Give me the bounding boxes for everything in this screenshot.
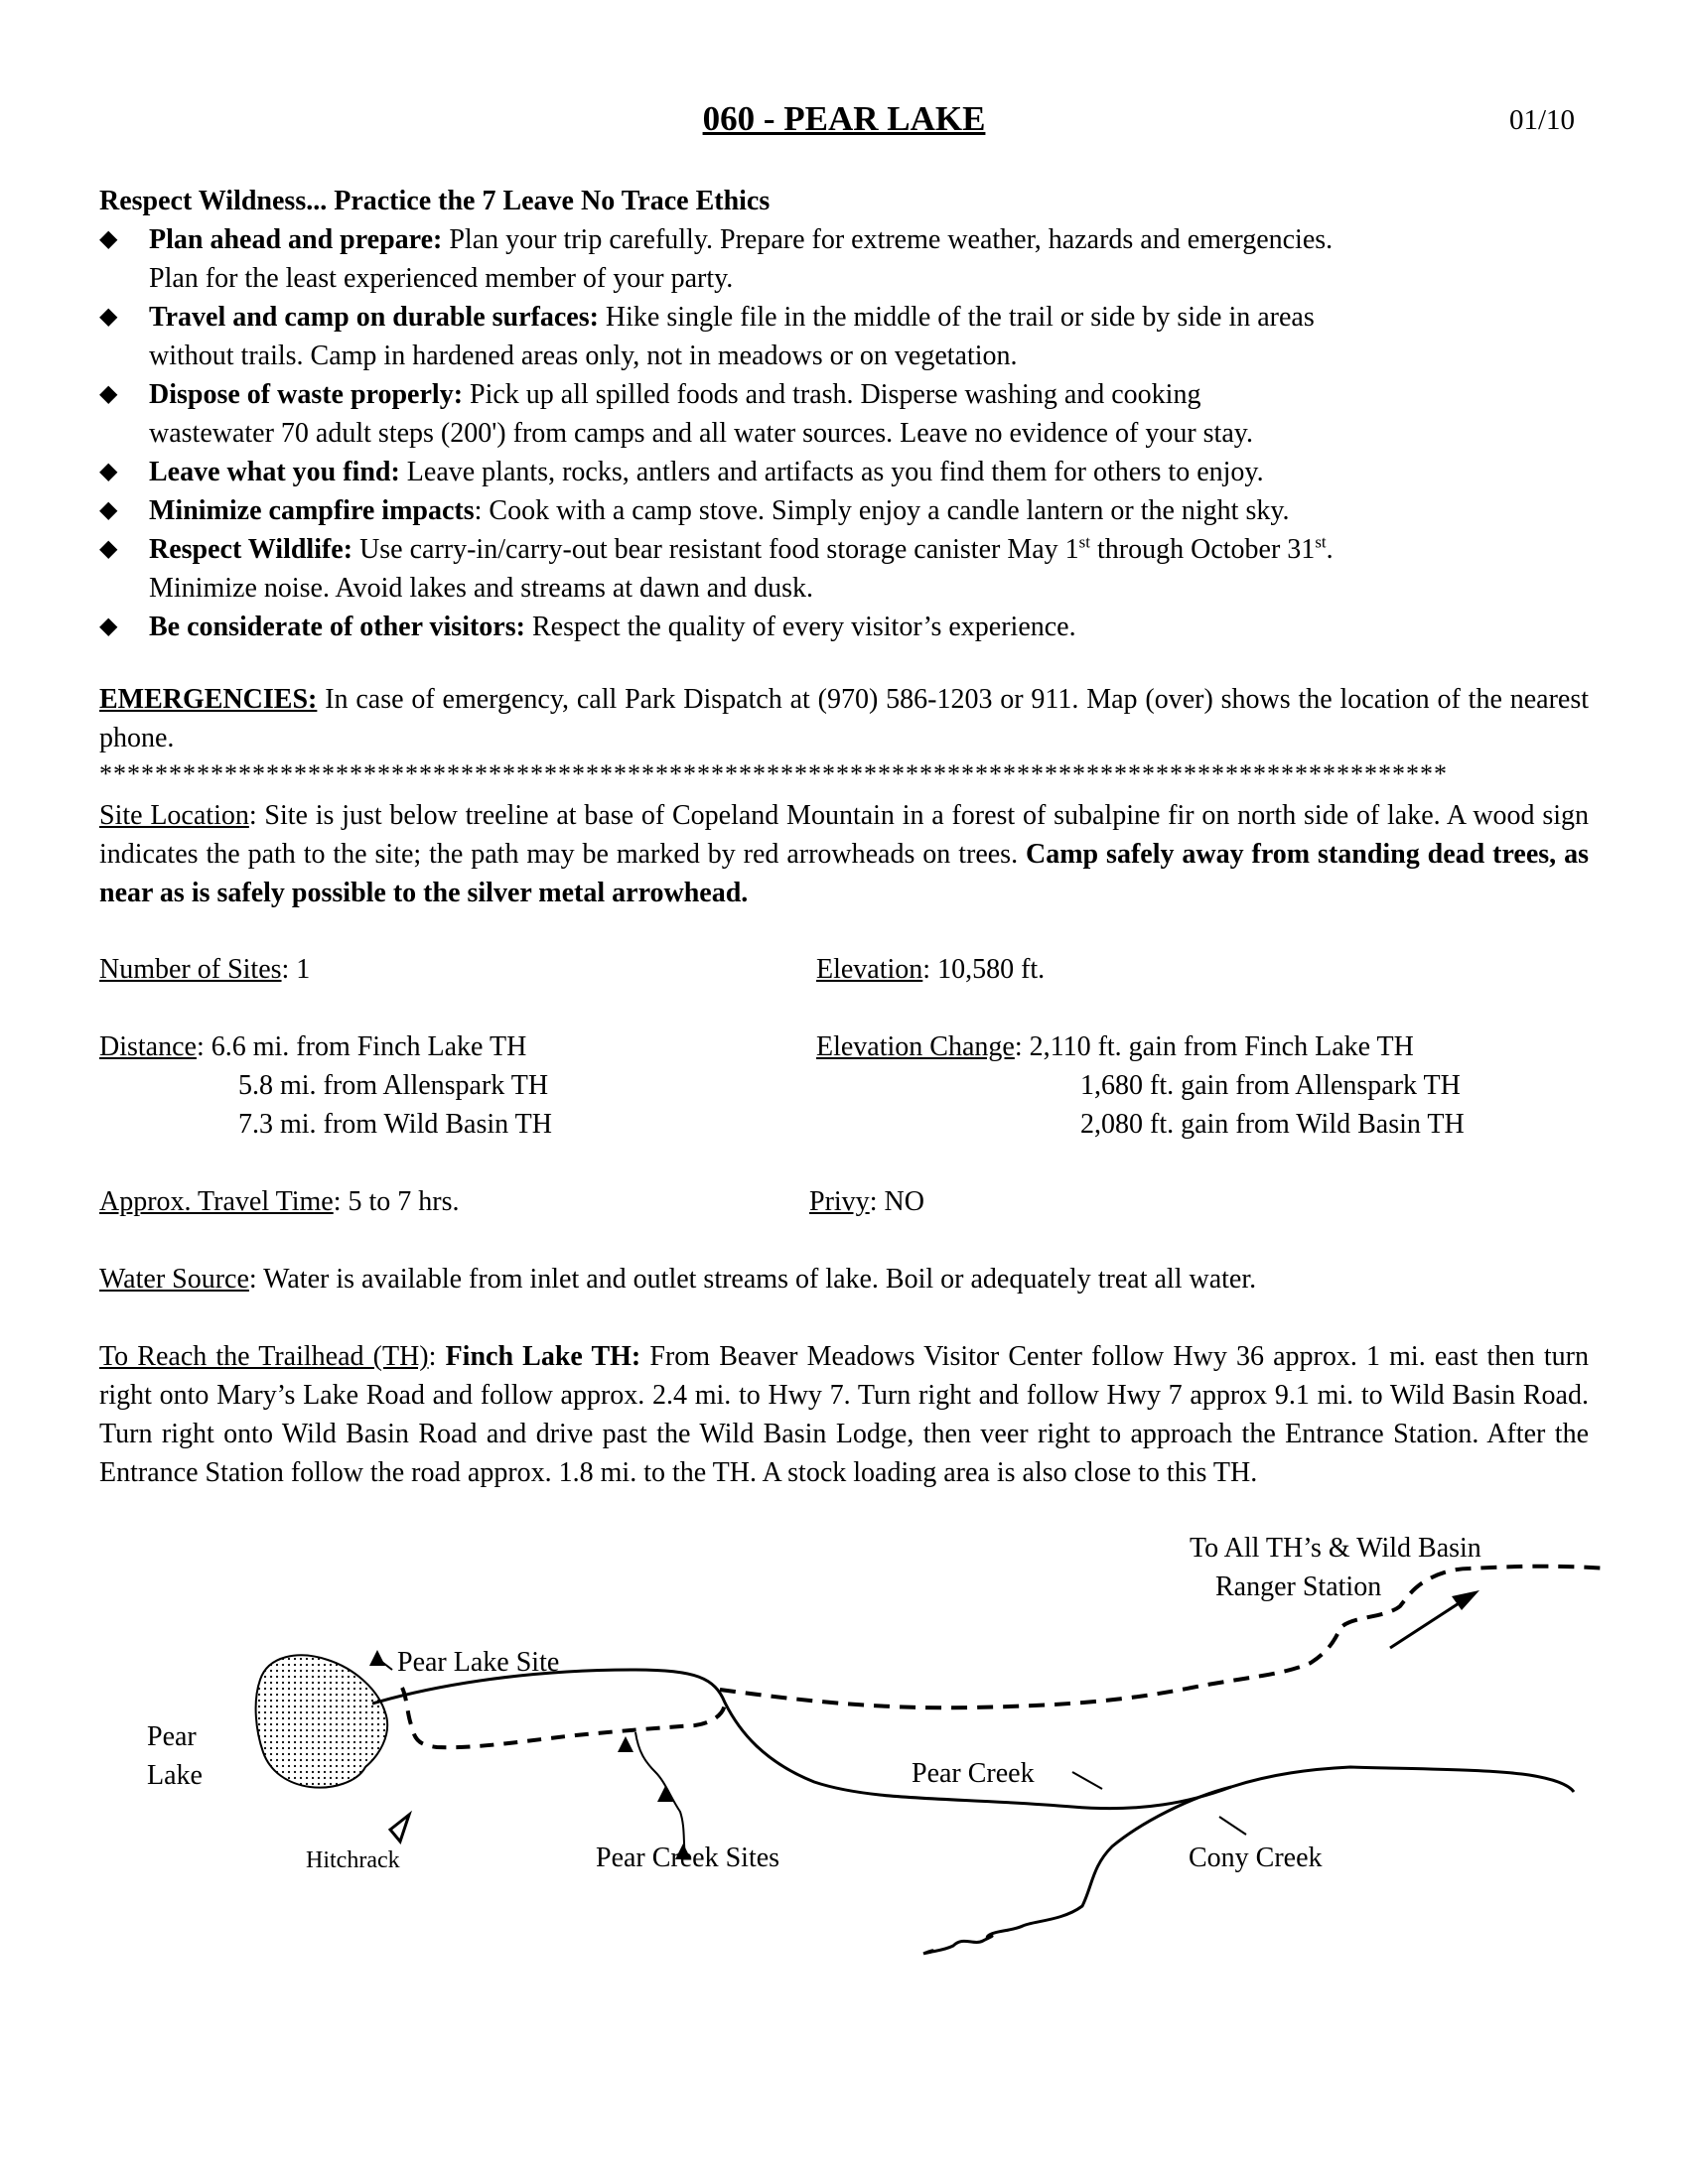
diamond-bullet-icon: ◆	[99, 459, 118, 484]
elevation-change	[816, 1027, 1414, 1066]
travel-time-label: Approx. Travel Time	[99, 1186, 334, 1217]
main-trail-dashed	[720, 1567, 1609, 1708]
ethics-item-text: Hike single file in the middle of the trail or side by side in areas	[598, 302, 1315, 333]
map-label-ranger-station: Ranger Station	[1215, 1571, 1382, 1602]
ethics-item-title: Travel and camp on durable surfaces:	[149, 302, 599, 333]
ethics-item-text-cont: Minimize noise. Avoid lakes and streams at dawn and dusk.	[149, 573, 814, 604]
ethics-item-title: Dispose of waste properly:	[149, 379, 464, 410]
map-label-to-all-ths: To All TH’s & Wild Basin	[1190, 1533, 1481, 1564]
water-source	[99, 1260, 1256, 1298]
sites-label: Number of Sites	[99, 954, 282, 985]
site-location-text: : Site is just below treeline at base of Copeland Mountain in a forest of subalpine fir on north side of lake. A wood sign indicates the path to the site; the path may be marked by red arrowheads on trees.	[99, 800, 1589, 870]
pear-lake-shape	[256, 1655, 388, 1787]
ethics-item-text-cont: Plan for the least experienced member of your party.	[149, 263, 734, 294]
diamond-bullet-icon: ◆	[99, 381, 118, 407]
document-number: 01/10	[1509, 104, 1576, 136]
map-label-pear-lake-site: Pear Lake Site	[397, 1647, 560, 1678]
cony-creek-leader	[1219, 1817, 1246, 1835]
ethics-heading: Respect Wildness... Practice the 7 Leave No Trace Ethics	[99, 186, 771, 216]
diamond-bullet-icon: ◆	[99, 497, 118, 523]
emergencies-text: In case of emergency, call Park Dispatch at (970) 586-1203 or 911. Map (over) shows the location of the nearest phone.	[99, 684, 1589, 753]
ethics-item-text: : Cook with a camp stove. Simply enjoy a candle lantern or the night sky.	[474, 495, 1290, 526]
lower-trail-dashed	[402, 1688, 725, 1747]
distance-value: : 6.6 mi. from Finch Lake TH	[196, 1031, 527, 1062]
map-label-pear: Pear	[147, 1721, 197, 1752]
diamond-bullet-icon: ◆	[99, 226, 118, 252]
elevation-change-value: : 2,110 ft. gain from Finch Lake TH	[1014, 1031, 1414, 1062]
water-source-label: Water Source	[99, 1264, 249, 1295]
site-location-label: Site Location	[99, 800, 249, 831]
ethics-item-title: Plan ahead and prepare:	[149, 224, 443, 255]
trailhead-paragraph	[99, 1337, 1589, 1492]
ethics-item	[99, 491, 1589, 530]
campsite-icon	[618, 1736, 633, 1752]
trailhead-label: To Reach the Trailhead (TH)	[99, 1341, 429, 1372]
map-label-cony-creek: Cony Creek	[1189, 1843, 1323, 1873]
elevation	[816, 950, 1045, 989]
privy	[809, 1182, 924, 1221]
separator-line: *************************************************************************************************	[99, 759, 1448, 788]
sites-value: : 1	[281, 954, 311, 985]
distance	[99, 1027, 526, 1066]
map-label-pear-creek-sites: Pear Creek Sites	[596, 1843, 780, 1873]
site-location-paragraph	[99, 796, 1589, 912]
emergencies-label: EMERGENCIES:	[99, 684, 318, 715]
diamond-bullet-icon: ◆	[99, 304, 118, 330]
ethics-item-title: Minimize campfire impacts	[149, 495, 475, 526]
number-of-sites	[99, 950, 310, 989]
ethics-item	[99, 453, 1589, 491]
ethics-item	[99, 375, 1589, 453]
hitchrack-icon	[390, 1815, 409, 1842]
water-source-text: : Water is available from inlet and outlet streams of lake. Boil or adequately treat all water.	[248, 1264, 1257, 1295]
trailhead-name: Finch Lake TH:	[445, 1341, 641, 1372]
distance-label: Distance	[99, 1031, 197, 1062]
ethics-item	[99, 530, 1589, 608]
ethics-item-text: .	[1326, 534, 1334, 565]
ethics-item-text-cont: without trails. Camp in hardened areas only, not in meadows or on vegetation.	[149, 341, 1018, 371]
ethics-item-title: Respect Wildlife:	[149, 534, 353, 565]
map-label-pear-creek: Pear Creek	[912, 1758, 1035, 1789]
elevation-change-value: 1,680 ft. gain from Allenspark TH	[1080, 1070, 1461, 1101]
distance-value: 5.8 mi. from Allenspark TH	[238, 1070, 549, 1101]
elevation-value: : 10,580 ft.	[922, 954, 1046, 985]
superscript: st	[1315, 532, 1327, 552]
page-title: 060 - PEAR LAKE	[702, 99, 986, 138]
ethics-item	[99, 298, 1589, 375]
diamond-bullet-icon: ◆	[99, 536, 118, 562]
arrow-icon	[1390, 1590, 1479, 1648]
ethics-item-text-cont: wastewater 70 adult steps (200') from camps and all water sources. Leave no evidence of your stay.	[149, 418, 1253, 449]
map-label-hitchrack: Hitchrack	[306, 1847, 400, 1873]
ethics-item-title: Leave what you find:	[149, 457, 400, 487]
emergencies-paragraph	[99, 680, 1589, 757]
site-location-warning: Camp safely away from standing dead trees, as near as is safely possible to the silver metal arrowhead.	[99, 839, 1589, 908]
ethics-item-text: Respect the quality of every visitor’s experience.	[524, 612, 1076, 642]
pear-creek-leader	[1072, 1772, 1102, 1789]
privy-value: : NO	[869, 1186, 924, 1217]
ethics-item	[99, 220, 1589, 298]
ethics-item	[99, 608, 1589, 646]
ethics-item-text: Leave plants, rocks, antlers and artifacts as you find them for others to enjoy.	[399, 457, 1264, 487]
trail-map	[0, 1529, 1688, 1966]
trailhead-colon: :	[428, 1341, 446, 1372]
ethics-item-text: Pick up all spilled foods and trash. Disperse washing and cooking	[463, 379, 1201, 410]
elevation-change-value: 2,080 ft. gain from Wild Basin TH	[1080, 1109, 1465, 1140]
distance-value: 7.3 mi. from Wild Basin TH	[238, 1109, 552, 1140]
elevation-label: Elevation	[816, 954, 923, 985]
travel-time	[99, 1182, 460, 1221]
elevation-change-label: Elevation Change	[816, 1031, 1015, 1062]
ethics-item-title: Be considerate of other visitors:	[149, 612, 525, 642]
map-label-lake: Lake	[147, 1760, 203, 1791]
ethics-item-text: Plan your trip carefully. Prepare for extreme weather, hazards and emergencies.	[442, 224, 1334, 255]
ethics-item-text: Use carry-in/carry-out bear resistant food storage canister May 1	[352, 534, 1079, 565]
diamond-bullet-icon: ◆	[99, 614, 118, 639]
superscript: st	[1078, 532, 1091, 552]
cony-creek-line	[923, 1787, 1231, 1954]
ethics-list	[99, 220, 1589, 646]
trailhead-text: From Beaver Meadows Visitor Center follow Hwy 36 approx. 1 mi. east then turn right onto Mary’s Lake Road and follow approx. 2.4 mi. to Hwy 7. Turn right and follow Hwy 7 approx 9.1 mi. to Wild Basin Road. Turn right onto Wild Basin Road and drive past the Wild Basin Lodge, then veer right to approach the Entrance Station. After the Entrance Station follow the road approx. 1.8 mi. to the TH. A stock loading area is also close to this TH.	[99, 1341, 1589, 1488]
privy-label: Privy	[809, 1186, 870, 1217]
ethics-item-text: through October 31	[1090, 534, 1316, 565]
travel-time-value: : 5 to 7 hrs.	[333, 1186, 460, 1217]
